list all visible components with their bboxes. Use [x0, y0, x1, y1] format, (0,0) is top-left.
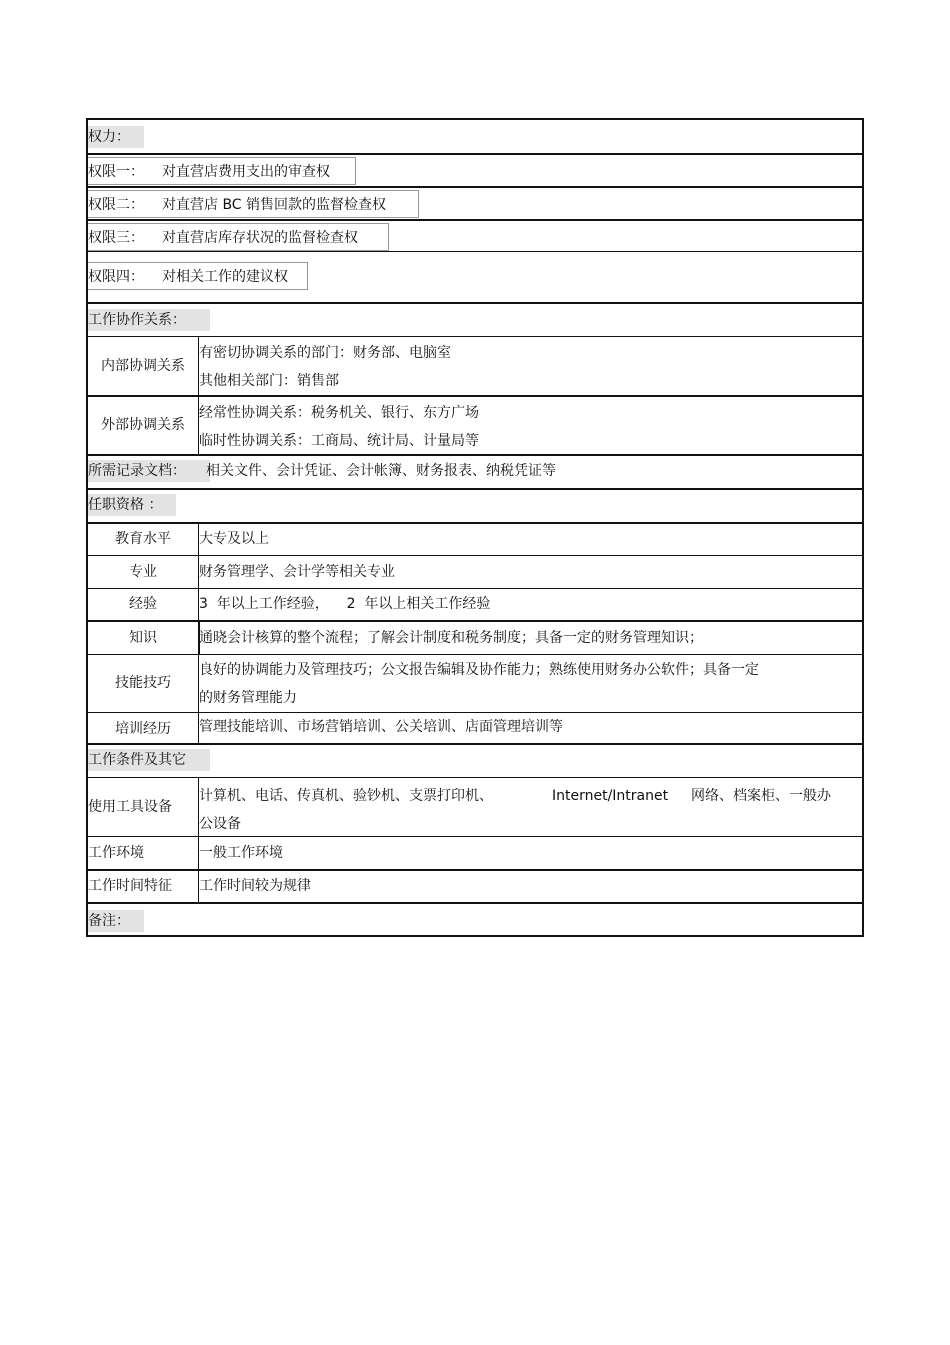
authority-item	[88, 252, 862, 302]
env-row	[88, 837, 862, 869]
time-value: 工作时间较为规律	[199, 878, 311, 894]
authority-item-key: 权限三：	[88, 230, 144, 246]
internal-coordination-row	[88, 337, 862, 395]
remarks-label: 备注：	[88, 910, 144, 932]
qualification-label: 技能技巧	[115, 675, 171, 691]
time-row	[88, 871, 862, 902]
qualification-value: 3 年以上工作经验， 2 年以上相关工作经验	[199, 596, 491, 612]
qualification-row	[88, 589, 862, 620]
qualification-value: 通晓会计核算的整个流程；了解会计制度和税务制度；具备一定的财务管理知识；	[199, 630, 703, 646]
qualification-label: 教育水平	[115, 531, 171, 547]
internal-coordination-label: 内部协调关系	[101, 358, 185, 374]
qualification-value: 大专及以上	[199, 531, 269, 547]
records-label: 所需记录文档：	[88, 460, 210, 482]
tools-line: Internet/Intranet	[552, 788, 669, 804]
authority-item-value: 对直营店费用支出的审查权	[162, 164, 330, 180]
qualification-row	[88, 556, 862, 588]
env-label: 工作环境	[88, 845, 144, 861]
authority-heading: 权力：	[88, 126, 144, 148]
authority-heading-row	[88, 120, 862, 154]
qualification-label: 专业	[129, 564, 157, 580]
authority-item-value: 对直营店库存状况的监督检查权	[162, 230, 358, 246]
authority-item	[88, 187, 862, 219]
qualification-value: 管理技能培训、市场营销培训、公关培训、店面管理培训等	[199, 719, 563, 735]
external-coordination-line: 经常性协调关系：税务机关、银行、东方广场	[199, 405, 479, 421]
tools-row	[88, 778, 862, 836]
collaboration-heading-row	[88, 304, 862, 337]
tools-line: 公设备	[199, 816, 241, 832]
external-coordination-line: 临时性协调关系：工商局、统计局、计量局等	[199, 433, 479, 449]
tools-line: 计算机、电话、传真机、验钞机、支票打印机、	[199, 788, 493, 804]
authority-item-key: 权限四：	[88, 269, 144, 285]
authority-item	[88, 220, 862, 252]
internal-coordination-line: 其他相关部门：销售部	[199, 373, 339, 389]
records-value: 相关文件、会计凭证、会计帐簿、财务报表、纳税凭证等	[206, 463, 556, 479]
collaboration-heading: 工作协作关系：	[88, 309, 210, 331]
authority-item-value: 对直营店 BC 销售回款的监督检查权	[162, 197, 387, 213]
qualification-value: 良好的协调能力及管理技巧；公文报告编辑及协作能力；熟练使用财务办公软件；具备一定	[199, 662, 759, 678]
qualifications-heading-row	[88, 490, 862, 522]
authority-item-value: 对相关工作的建议权	[162, 269, 288, 285]
qualification-label: 经验	[129, 596, 157, 612]
conditions-heading: 工作条件及其它	[88, 749, 210, 771]
qualification-row	[88, 713, 862, 743]
conditions-heading-row	[88, 745, 862, 777]
qualification-value: 的财务管理能力	[199, 690, 297, 706]
authority-item-key: 权限一：	[88, 164, 144, 180]
qualification-row	[88, 655, 862, 712]
tools-line: 网络、档案柜、一般办	[691, 788, 831, 804]
qualification-label: 知识	[129, 630, 157, 646]
remarks-row	[88, 904, 862, 937]
qualification-row	[88, 622, 862, 654]
qualification-label: 培训经历	[115, 721, 171, 737]
authority-item	[88, 154, 862, 186]
external-coordination-label: 外部协调关系	[101, 417, 185, 433]
internal-coordination-line: 有密切协调关系的部门：财务部、电脑室	[199, 345, 451, 361]
env-value: 一般工作环境	[199, 845, 283, 861]
qualification-row	[88, 524, 862, 555]
tools-label: 使用工具设备	[88, 799, 172, 815]
qualification-value: 财务管理学、会计学等相关专业	[199, 564, 395, 580]
authority-item-key: 权限二：	[88, 197, 144, 213]
records-row	[88, 456, 862, 488]
external-coordination-row	[88, 397, 862, 454]
qualifications-heading: 任职资格 ：	[88, 494, 176, 516]
job-description-table	[86, 118, 864, 937]
time-label: 工作时间特征	[88, 878, 172, 894]
